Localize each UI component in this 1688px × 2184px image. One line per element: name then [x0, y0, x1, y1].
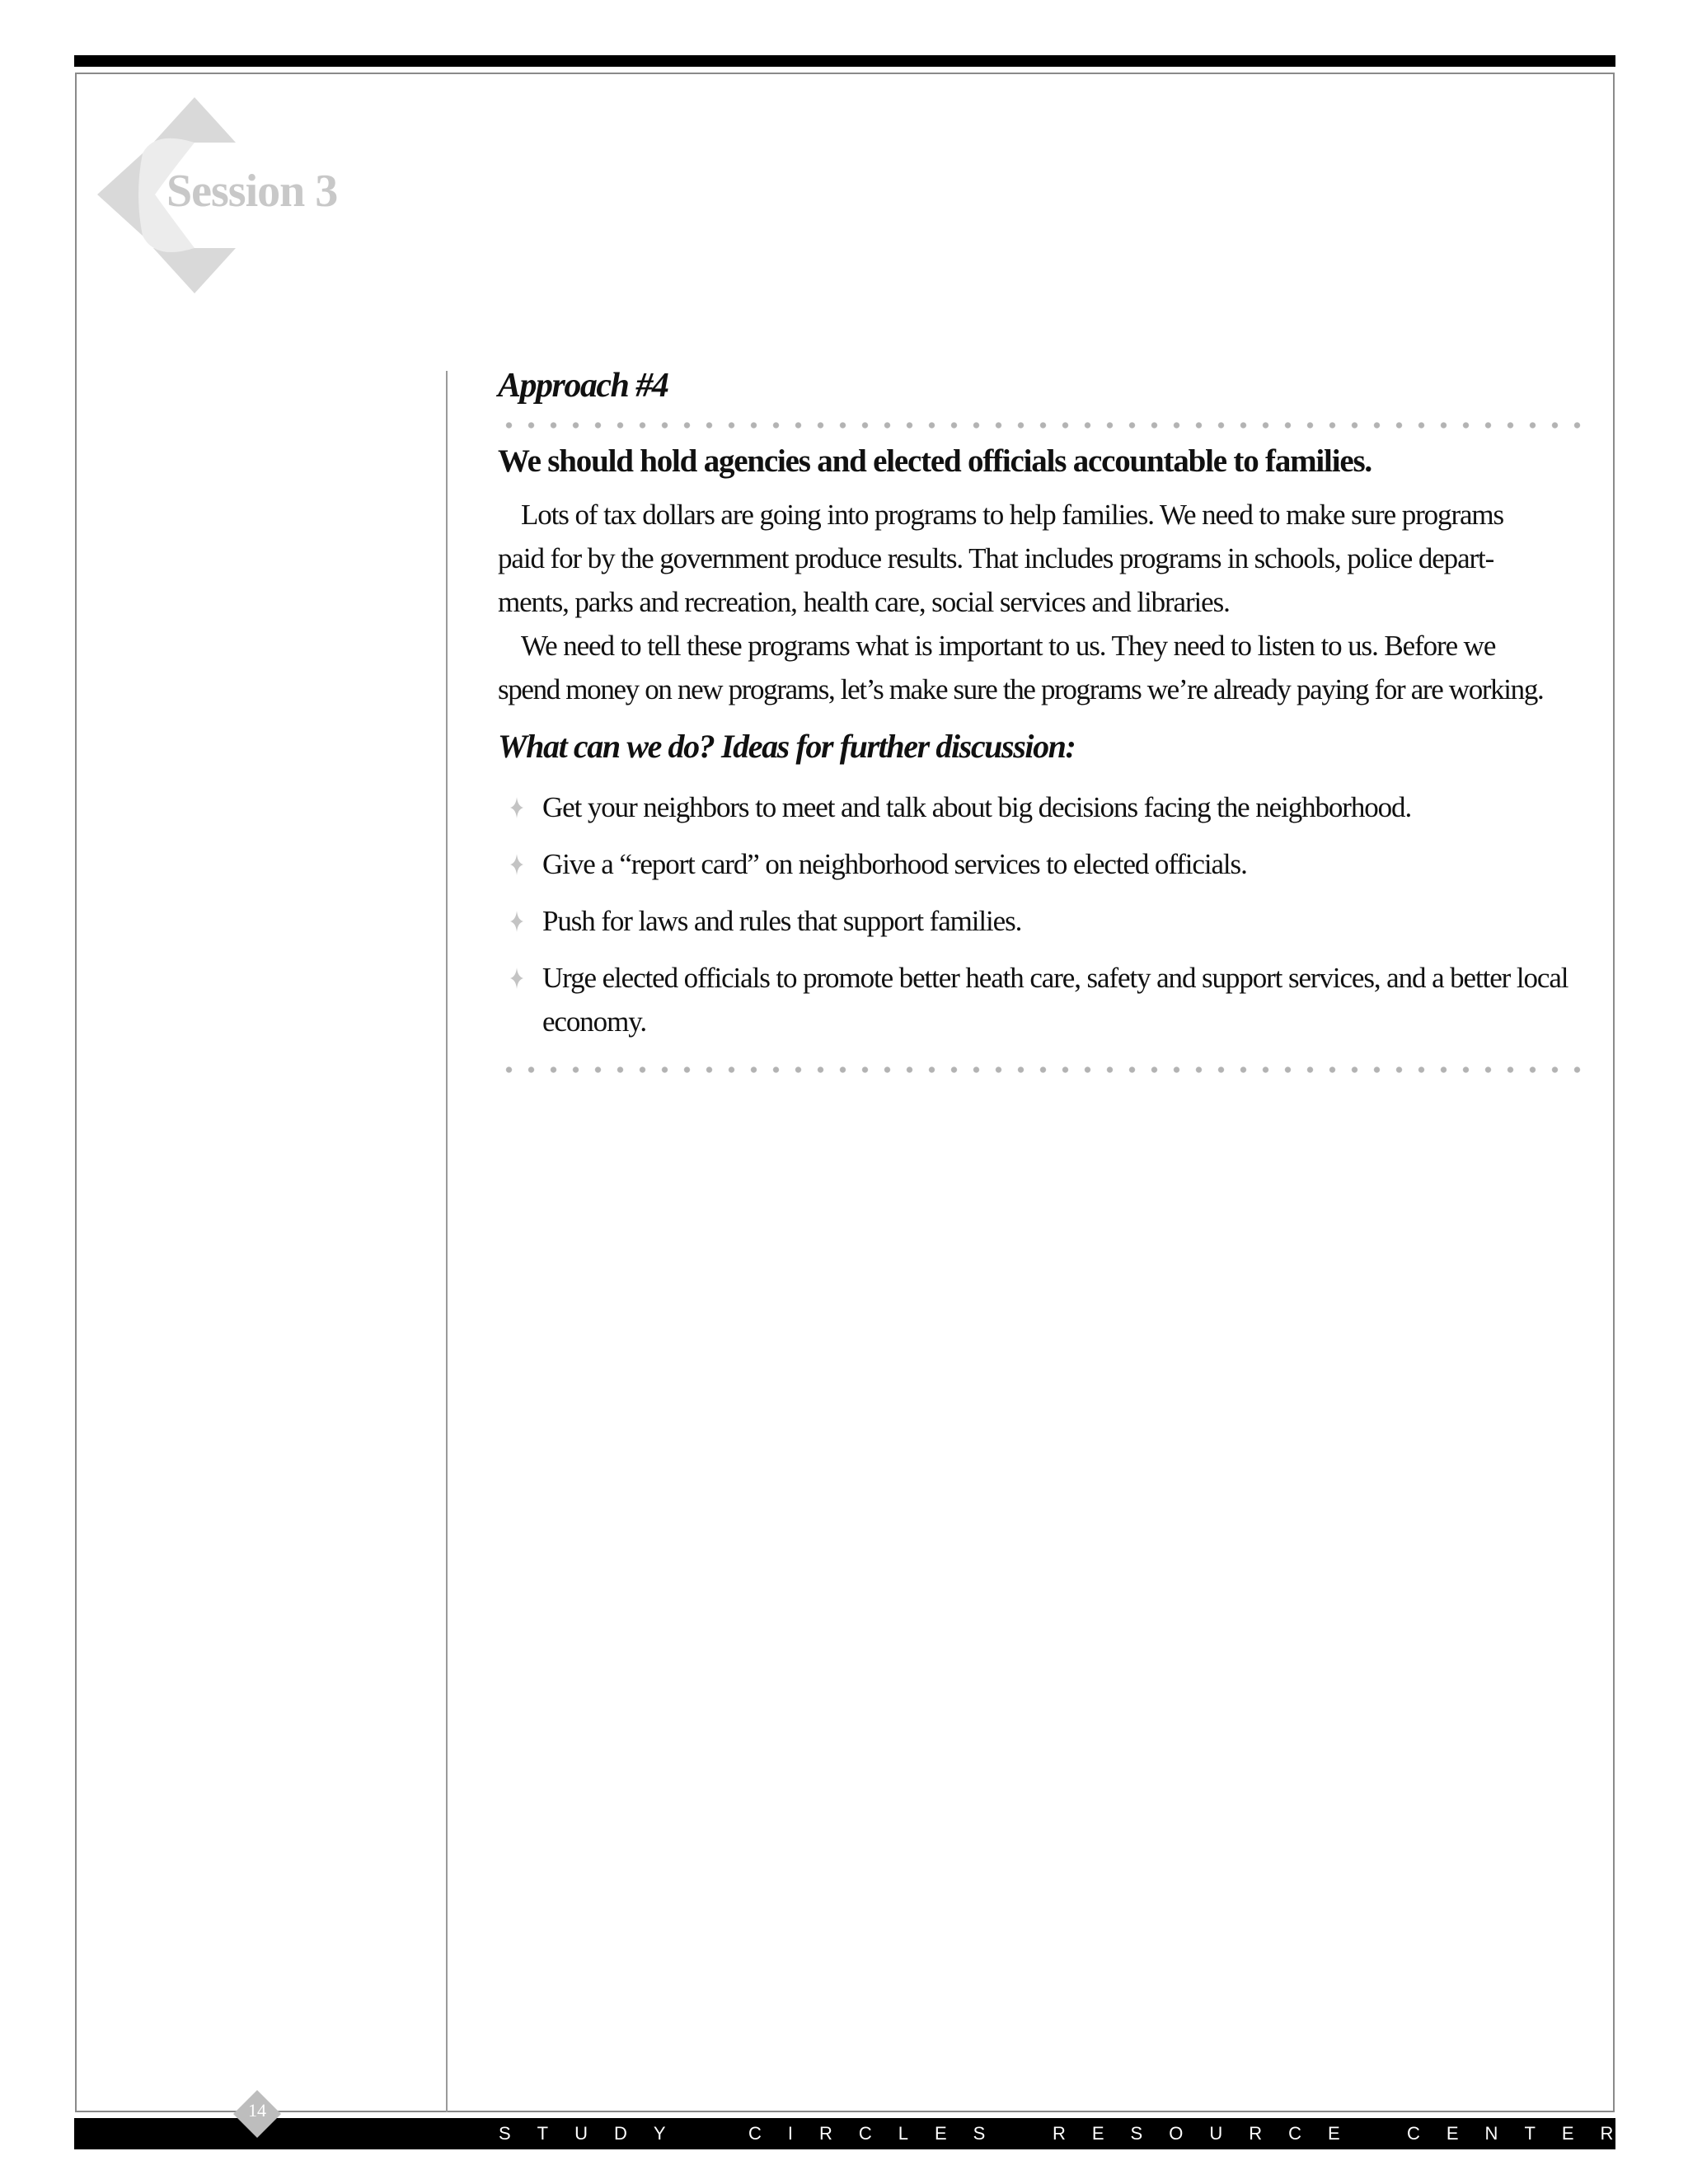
approach-section [498, 361, 1594, 1085]
approach-title: Approach #4 [498, 367, 668, 405]
paragraph-line: Lots of tax dollars are going into programs to help families. We need to make sure programs [521, 499, 1504, 531]
footer-word: STUDY [499, 2123, 692, 2144]
diamond-star-icon [510, 968, 523, 989]
session-label: Session 3 [166, 166, 338, 217]
dotted-divider-bottom [498, 1066, 1594, 1073]
list-item [498, 842, 1594, 886]
idea-text: Get your neighbors to meet and talk about big decisions facing the neighborhood. [542, 791, 1412, 823]
paragraph-line: ments, parks and recreation, health care, social services and libraries. [498, 586, 1230, 618]
approach-headline: We should hold agencies and elected officials accountable to families. [498, 443, 1372, 479]
top-rule [74, 55, 1615, 67]
diamond-star-icon [510, 854, 523, 875]
column-divider [446, 371, 448, 2112]
ideas-list [498, 785, 1594, 1043]
dotted-divider-top [498, 422, 1594, 429]
page-number: 14 [248, 2100, 266, 2121]
footer-word: CIRCLES [748, 2123, 1012, 2144]
paragraph-line: spend money on new programs, let’s make sure the programs we’re already paying for are working. [498, 673, 1544, 705]
paragraph-line: paid for by the government produce results. That includes programs in schools, police depart- [498, 542, 1494, 574]
ideas-heading: What can we do? Ideas for further discussion: [498, 728, 1076, 765]
body-paragraph-2 [498, 624, 1594, 711]
footer-bar [74, 2118, 1640, 2149]
footer-word: RESOURCE [1053, 2123, 1367, 2144]
list-item [498, 956, 1594, 1043]
idea-text: Urge elected officials to promote better heath care, safety and support services, and a better local economy. [542, 962, 1568, 1038]
idea-text: Push for laws and rules that support families. [542, 905, 1022, 937]
body-paragraph-1 [498, 493, 1594, 624]
footer-word: CENTER [1407, 2123, 1640, 2144]
idea-text: Give a “report card” on neighborhood services to elected officials. [542, 848, 1247, 880]
list-item [498, 785, 1594, 829]
paragraph-line: We need to tell these programs what is important to us. They need to listen to us. Before we [521, 630, 1496, 662]
list-item [498, 899, 1594, 943]
diamond-star-icon [510, 911, 523, 932]
diamond-star-icon [510, 797, 523, 818]
